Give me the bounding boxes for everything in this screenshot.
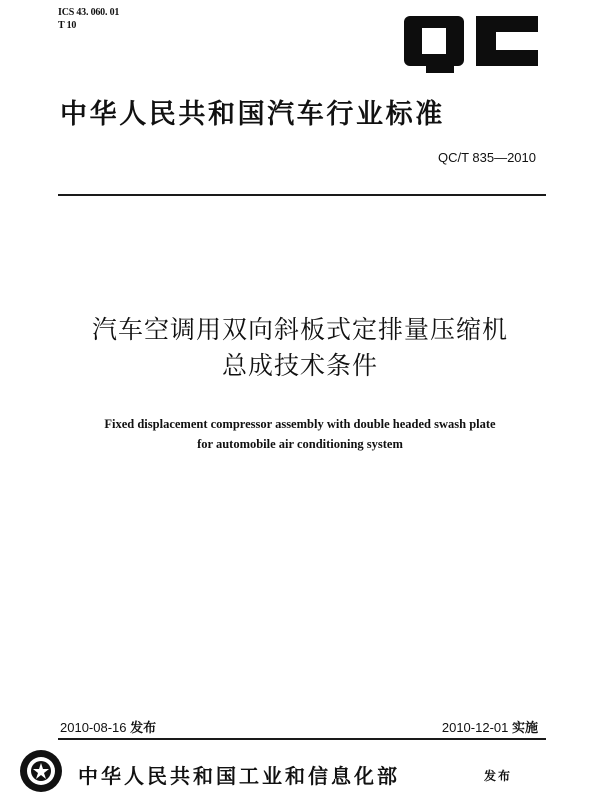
- bottom-divider: [58, 738, 546, 740]
- standard-number: QC/T 835—2010: [437, 150, 536, 165]
- chinese-title: [0, 312, 600, 384]
- ics-code: ICS 43. 060. 01: [58, 7, 120, 18]
- classification-codes: [58, 6, 119, 32]
- english-title-line-2: for automobile air conditioning system: [197, 437, 403, 451]
- english-title-line-1: Fixed displacement compressor assembly with double headed swash plate: [104, 417, 496, 431]
- issue-date-block: [60, 717, 156, 736]
- chinese-title-line-2: 总成技术条件: [221, 351, 378, 380]
- issue-date: 2010-08-16: [60, 720, 127, 735]
- standard-category-title: 中华人民共和国汽车行业标准: [60, 99, 445, 130]
- issued-label: 发布: [484, 769, 513, 783]
- ministry-emblem-icon: [18, 748, 64, 794]
- top-divider: [58, 194, 546, 196]
- implementation-date: 2010-12-01: [441, 720, 509, 735]
- implementation-date-block: [442, 717, 538, 736]
- qc-logo: [400, 14, 540, 74]
- chinese-title-line-1: 汽车空调用双向斜板式定排量压缩机: [91, 315, 508, 344]
- issue-label: 发布: [130, 721, 157, 736]
- classification-code: T 10: [58, 20, 77, 31]
- issuing-authority: 中华人民共和国工业和信息化部: [78, 764, 400, 788]
- english-title: [0, 414, 600, 454]
- implementation-label: 实施: [511, 721, 538, 736]
